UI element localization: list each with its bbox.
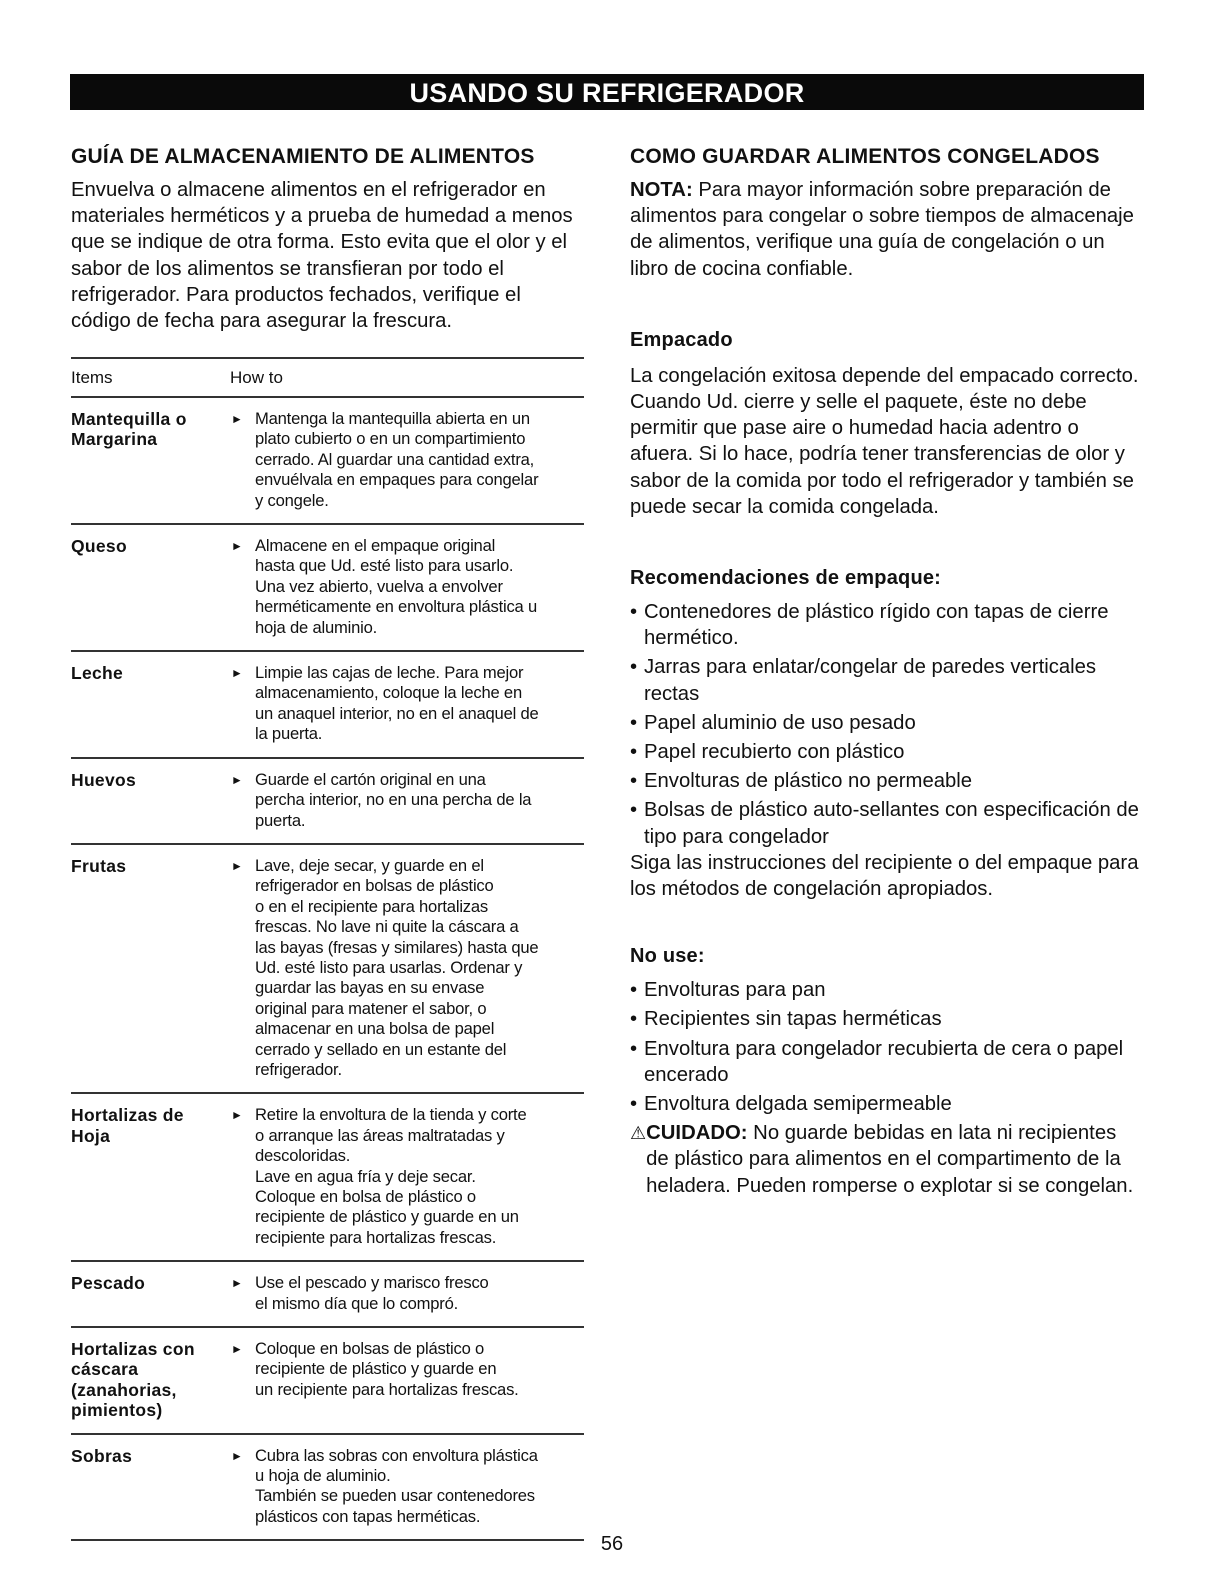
row-item: Queso: [71, 536, 127, 557]
page-number: 56: [600, 1533, 624, 1555]
arrow-icon: ►: [231, 1108, 243, 1123]
storage-guide-intro: Envuelva o almacene alimentos en el refrigerador en materiales herméticos y a prueba de humedad a menos que se indique de otra forma. Esto evita que el olor y el sabor de los alimentos se transfieran por todo el refrigerador. Para productos fechados, verifique el código de fecha para asegurar la frescura.: [71, 179, 573, 333]
list-item: [630, 768, 1140, 794]
row-description: Coloque en bolsas de plástico o recipiente de plástico y guarde en un recipiente para hortalizas frescas.: [255, 1339, 519, 1399]
list-item-text: Envoltura delgada semipermeable: [644, 1093, 952, 1116]
section-banner: USANDO SU REFRIGERADOR: [70, 74, 1144, 110]
row-description: Retire la envoltura de la tienda y corte o arranque las áreas maltratadas y descoloridas. Lave en agua fría y deje secar. Coloque en bolsa de plástico o recipiente de plástico y guarde en un recipiente para hortalizas frescas.: [255, 1105, 527, 1247]
row-description: Almacene en el empaque original hasta que Ud. esté listo para usarlo. Una vez abierto, vuelva a envolver herméticamente en envoltura plástica u hoja de aluminio.: [255, 536, 538, 637]
recom-title: Recomendaciones de empaque:: [630, 567, 942, 590]
header-how-to: How to: [230, 367, 283, 387]
table-row: [71, 1328, 584, 1433]
arrow-icon: ►: [231, 1342, 243, 1357]
nota-label: NOTA:: [630, 179, 693, 201]
bullet-icon: •: [630, 770, 638, 793]
row-how: [231, 856, 584, 1080]
list-item: [630, 599, 1140, 651]
storage-table: [71, 357, 584, 1541]
list-item-text: Papel recubierto con plástico: [644, 741, 905, 764]
table-row: [71, 652, 584, 757]
row-item: Hortalizas de Hoja: [71, 1105, 184, 1146]
list-item: [630, 797, 1140, 849]
row-how: [231, 409, 584, 511]
arrow-icon: ►: [231, 1448, 243, 1463]
bullet-icon: •: [630, 711, 638, 734]
list-item: [630, 1006, 1140, 1032]
row-item: Hortalizas con cáscara (zanahorias, pimientos): [71, 1339, 195, 1421]
bullet-icon: •: [630, 1008, 638, 1031]
row-description: Guarde el cartón original en una percha interior, no en una percha de la puerta.: [255, 769, 532, 830]
row-item: Sobras: [71, 1445, 133, 1466]
list-item-text: Contenedores de plástico rígido con tapas de cierre hermético.: [644, 601, 1109, 650]
arrow-icon: ►: [231, 539, 243, 554]
nouse-title: No use:: [630, 945, 705, 968]
list-item-text: Jarras para enlatar/congelar de paredes verticales rectas: [644, 656, 1097, 705]
arrow-icon: ►: [231, 858, 243, 873]
list-item: [630, 739, 1140, 765]
row-how: [231, 1105, 584, 1248]
arrow-icon: ►: [231, 1276, 243, 1291]
list-item: [630, 977, 1140, 1003]
row-how: [231, 536, 584, 638]
row-item: Huevos: [71, 769, 137, 790]
table-header: [71, 359, 584, 396]
bullet-icon: •: [630, 799, 638, 822]
list-item-text: Envoltura para congelador recubierta de cera o papel encerado: [644, 1037, 1124, 1086]
table-row: [71, 398, 584, 523]
list-item: [630, 654, 1140, 706]
row-item: Pescado: [71, 1273, 146, 1294]
arrow-icon: ►: [231, 772, 243, 787]
row-description: Use el pescado y marisco fresco el mismo día que lo compró.: [255, 1273, 489, 1313]
storage-guide-title: GUÍA DE ALMACENAMIENTO DE ALIMENTOS: [71, 145, 535, 168]
nota-paragraph: [630, 177, 1140, 282]
table-row: [71, 525, 584, 650]
caution-text-wrap: [646, 1120, 1140, 1199]
header-items: Items: [71, 367, 113, 387]
row-item: Mantequilla o Margarina: [71, 409, 187, 450]
bullet-icon: •: [630, 1093, 638, 1116]
caution-text: No guarde bebidas en lata ni recipientes de plástico para alimentos en el compartimento de la heladera. Pueden romperse o explotar si se congelan.: [646, 1122, 1134, 1197]
table-row: [71, 1435, 584, 1540]
nota-text: Para mayor información sobre preparación de alimentos para congelar o sobre tiempos de almacenaje de alimentos, verifique una guía de congelación o un libro de cocina confiable.: [630, 179, 1134, 280]
table-row: [71, 845, 584, 1092]
arrow-icon: ►: [231, 666, 243, 681]
row-description: Limpie las cajas de leche. Para mejor almacenamiento, coloque la leche en un anaquel interior, no en el anaquel de la puerta.: [255, 663, 539, 744]
caution-block: [630, 1120, 1140, 1199]
list-item: [630, 1036, 1140, 1088]
nouse-list: [630, 977, 1140, 1117]
recom-follow: Siga las instrucciones del recipiente o del empaque para los métodos de congelación apropiados.: [630, 851, 1139, 901]
row-description: Lave, deje secar, y guarde en el refrigerador en bolsas de plástico o en el recipiente para hortalizas frescas. No lave ni quite la cáscara a las bayas (fresas y similares) hasta que Ud. esté listo para usarlas. Ordenar y guardar las bayas en su envase original para matener el sabor, o almacenar en una bolsa de papel cerrado y sellado en un estante del refrigerador.: [255, 855, 539, 1079]
warning-icon: ⚠: [630, 1123, 647, 1144]
table-row: [71, 1094, 584, 1260]
left-column: [71, 144, 584, 334]
right-column: [630, 144, 1140, 1199]
caution-label: CUIDADO:: [646, 1122, 748, 1145]
list-item: [630, 1091, 1140, 1117]
list-item-text: Papel aluminio de uso pesado: [644, 711, 916, 734]
bullet-icon: •: [630, 1037, 638, 1060]
empacado-text: La congelación exitosa depende del empacado correcto. Cuando Ud. cierre y selle el paquete, éste no debe permitir que pase aire o humedad hacia adentro o afuera. Si lo hace, podría tener transferencias de olor y sabor de la comida por todo el refrigerador y también se puede secar la comida congelada.: [630, 364, 1139, 518]
table-row: [71, 759, 584, 843]
row-description: Mantenga la mantequilla abierta en un plato cubierto o en un compartimiento cerrado. Al guardar una cantidad extra, envuélvala en empaques para congelar y congele.: [255, 409, 539, 510]
list-item: [630, 710, 1140, 736]
recom-list: [630, 599, 1140, 850]
row-how: [231, 770, 584, 831]
table-body: [71, 398, 584, 1541]
arrow-icon: ►: [231, 412, 243, 426]
table-row: [71, 1262, 584, 1326]
bullet-icon: •: [630, 601, 638, 624]
row-description: Cubra las sobras con envoltura plástica u hoja de aluminio. También se pueden usar contenedores plásticos con tapas herméticas.: [255, 1445, 538, 1526]
row-how: [231, 1273, 584, 1314]
row-item: Leche: [71, 663, 124, 684]
bullet-icon: •: [630, 741, 638, 764]
list-item-text: Bolsas de plástico auto-sellantes con especificación de tipo para congelador: [644, 799, 1139, 848]
list-item-text: Envolturas de plástico no permeable: [644, 770, 973, 793]
bullet-icon: •: [630, 656, 638, 679]
frozen-foods-title: COMO GUARDAR ALIMENTOS CONGELADOS: [630, 145, 1100, 168]
list-item-text: Envolturas para pan: [644, 979, 826, 1002]
empacado-title: Empacado: [630, 328, 733, 351]
row-item: Frutas: [71, 855, 127, 876]
list-item-text: Recipientes sin tapas herméticas: [644, 1008, 942, 1031]
row-how: [231, 663, 584, 745]
row-how: [231, 1446, 584, 1528]
row-how: [231, 1339, 584, 1421]
bullet-icon: •: [630, 979, 638, 1002]
